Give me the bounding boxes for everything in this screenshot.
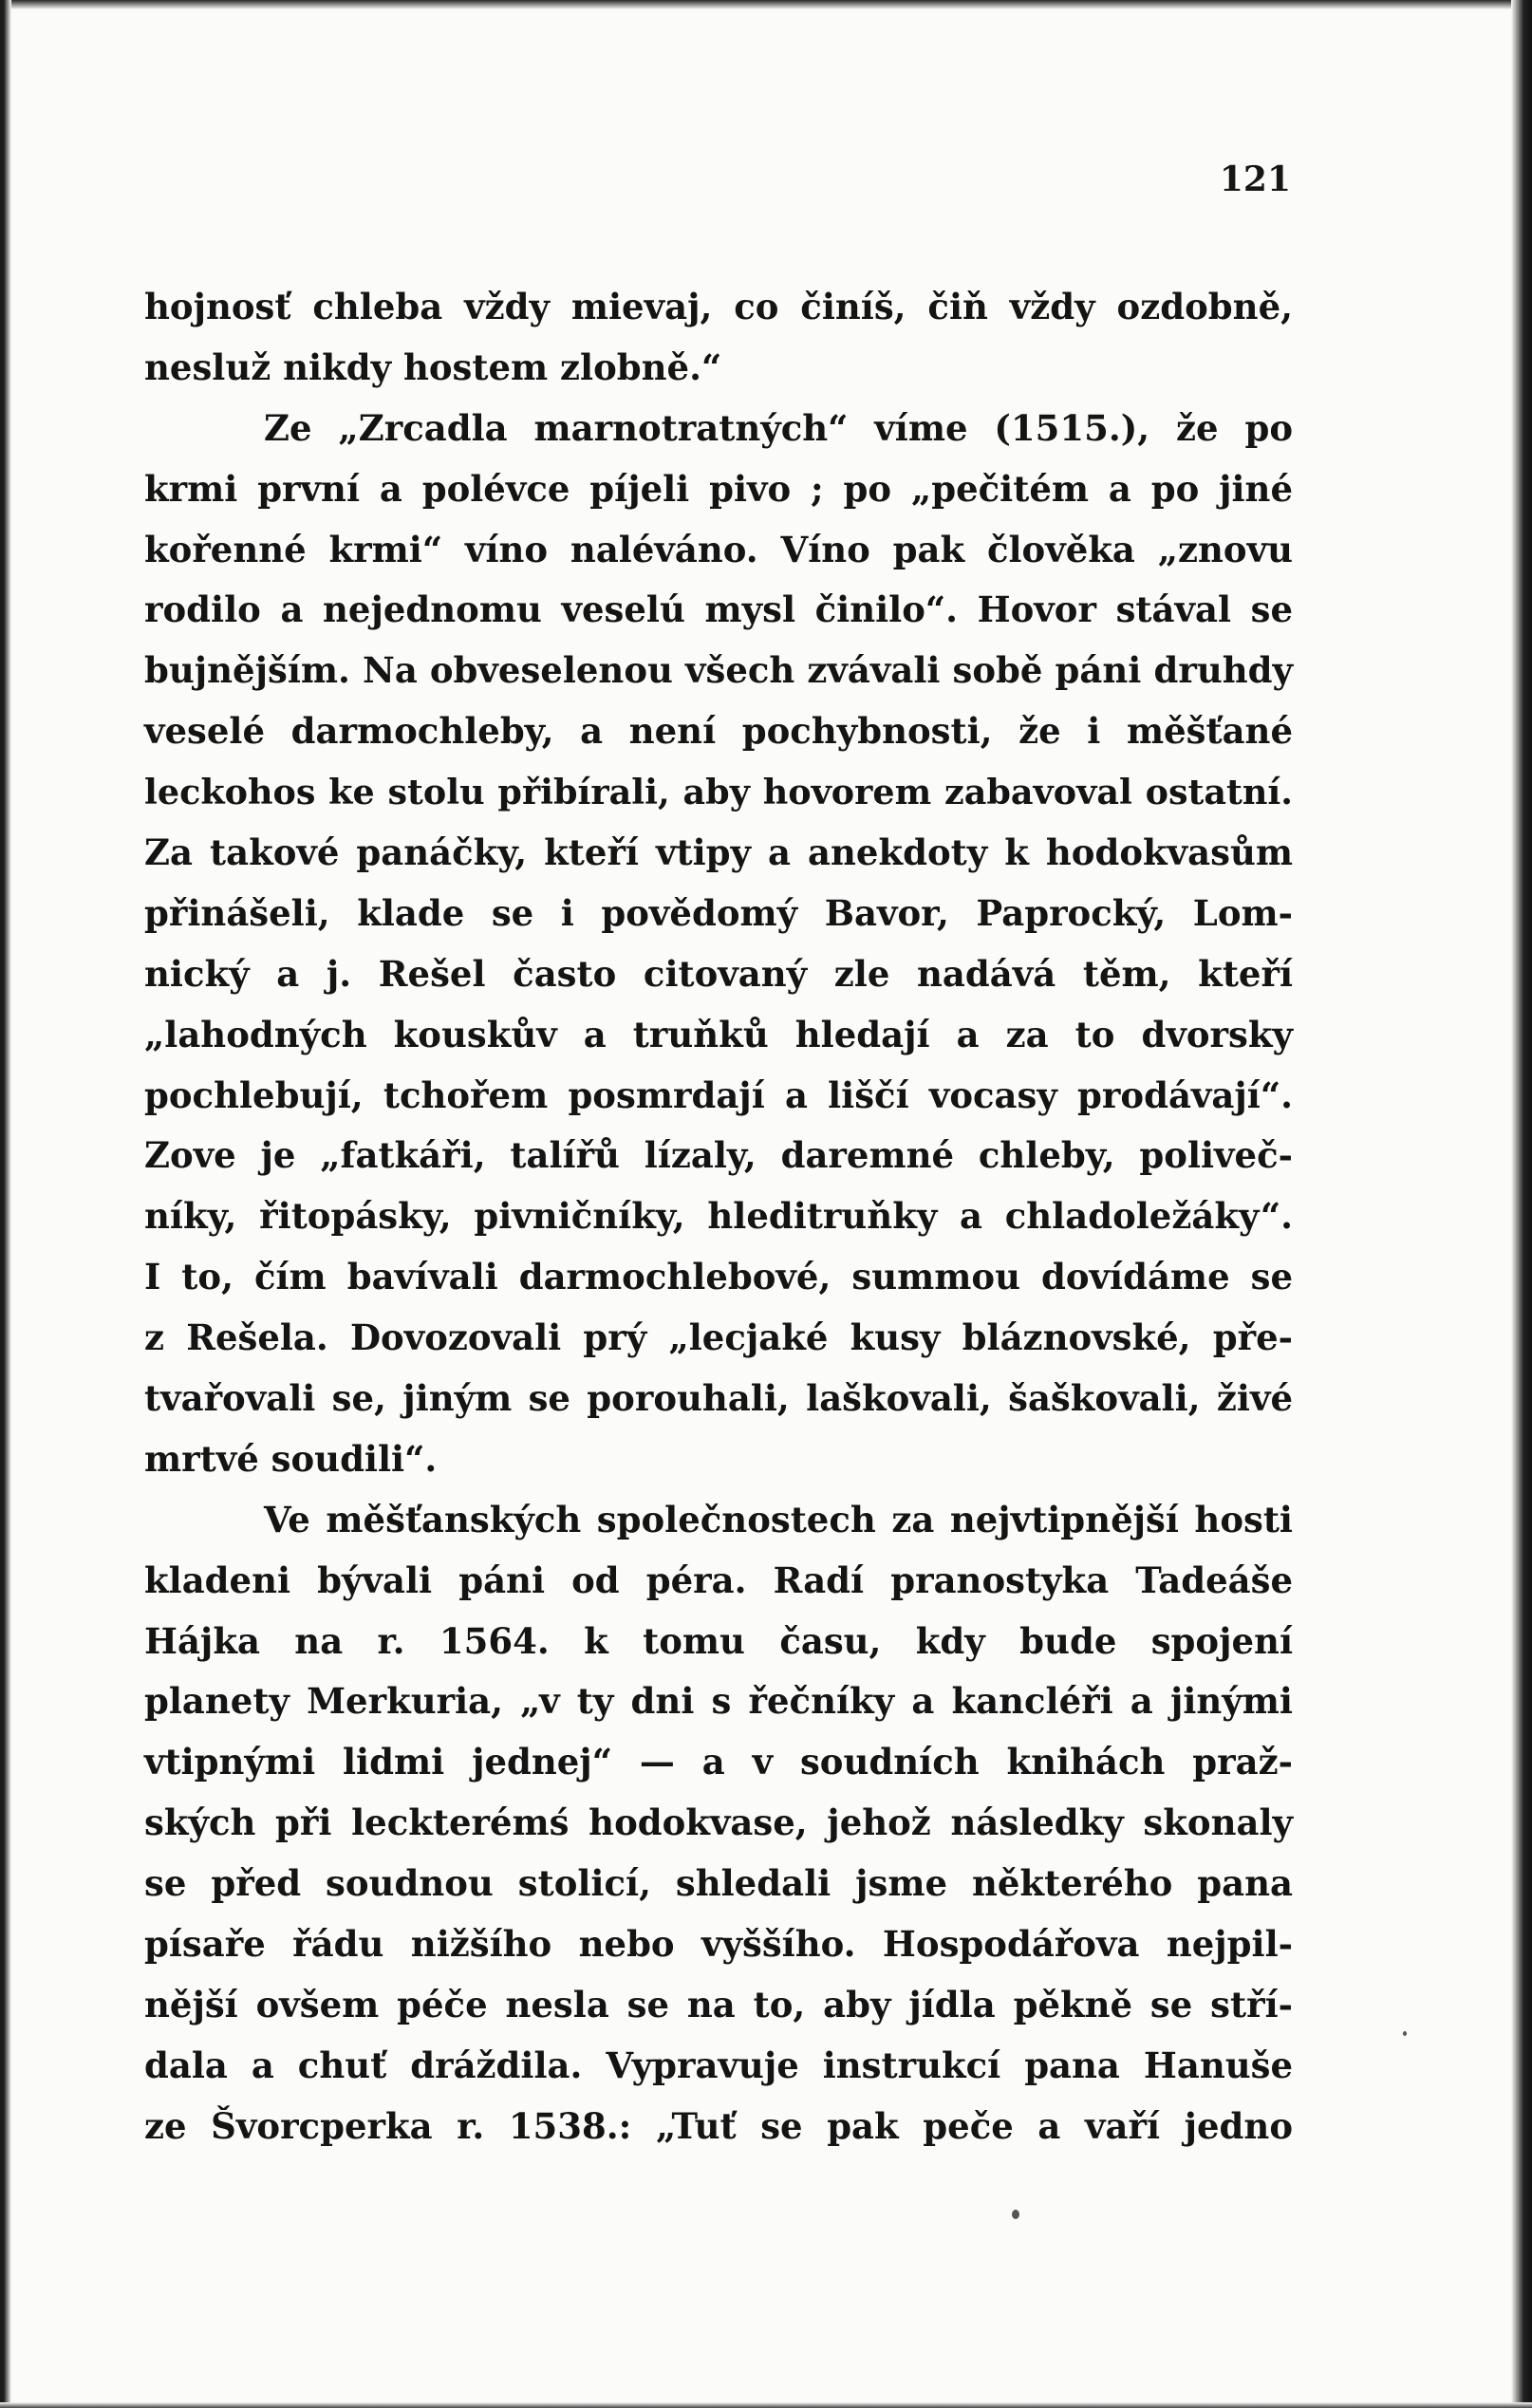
text-line: z Rešela. Dovozovali prý „lecjaké kusy bláznovské, pře- — [144, 1316, 1293, 1359]
text-line: mrtvé soudili“. — [144, 1437, 438, 1480]
text-line: bujnějším. Na obveselenou všech zvávali sobě páni druhdy — [144, 649, 1293, 692]
text-line: leckohos ke stolu přibírali, aby hovorem zabavoval ostatní. — [144, 772, 1293, 813]
text-line: tvařovali se, jiným se porouhali, laškovali, šaškovali, živé — [144, 1377, 1293, 1420]
text-line: přinášeli, klade se i povědomý Bavor, Paprocký, Lom- — [144, 891, 1293, 934]
text-line: hojnosť chleba vždy mievaj, co činíš, čiň vždy ozdobně, — [144, 286, 1293, 327]
text-line: nesluž nikdy hostem zlobně.“ — [144, 345, 722, 388]
text-line: dala a chuť dráždila. Vypravuje instrukcí pana Hanuše — [144, 2044, 1293, 2086]
scan-edge-left — [0, 0, 11, 2408]
text-line: níky, řitopásky, pivničníky, hleditruňky a chladoležáky“. — [144, 1195, 1293, 1238]
scan-edge-top — [0, 0, 1532, 9]
text-line: vtipnými lidmi jednej“ — a v soudních knihách praž- — [144, 1741, 1293, 1783]
text-line: písaře řádu nižšího nebo vyššího. Hospodářova nejpil- — [144, 1923, 1293, 1966]
scan-speck — [1403, 2031, 1407, 2036]
text-line: krmi první a polévce píjeli pivo ; po „pečitém a po jiné — [144, 467, 1293, 510]
text-line: nický a j. Rešel často citovaný zle nadává těm, kteří — [144, 952, 1293, 995]
text-line: pochlebují, tchořem posmrdají a liščí vocasy prodávají“. — [144, 1073, 1293, 1116]
text-line: I to, čím bavívali darmochlebové, summou dovídáme se — [144, 1256, 1293, 1298]
page-number: 121 — [1219, 159, 1291, 199]
text-line: Za takové panáčky, kteří vtipy a anekdoty k hodokvasům — [144, 831, 1293, 874]
text-line: kořenné krmi“ víno naléváno. Víno pak člověka „znovu — [144, 528, 1293, 570]
text-line: rodilo a nejednomu veselú mysl činilo“. Hovor stával se — [144, 588, 1293, 631]
text-line: Zove je „fatkáři, talířů lízaly, daremné chleby, poliveč- — [144, 1134, 1293, 1177]
scan-speck — [1012, 2210, 1019, 2219]
text-line: Hájka na r. 1564. k tomu času, kdy bude spojení — [144, 1619, 1293, 1662]
scan-edge-right — [1511, 0, 1532, 2408]
text-line: „lahodných kouskův a truňků hledají a za to dvorsky — [144, 1013, 1293, 1055]
text-line: planety Merkuria, „v ty dni s řečníky a kancléři a jinými — [144, 1680, 1293, 1723]
text-line: kladeni bývali páni od péra. Radí pranostyka Tadeáše — [144, 1559, 1293, 1601]
text-line: Ve měšťanských společnostech za nejvtipnější hosti — [264, 1498, 1293, 1540]
text-line: veselé darmochleby, a není pochybnosti, že i měšťané — [144, 710, 1293, 753]
text-line: nější ovšem péče nesla se na to, aby jídla pěkně se stří- — [144, 1983, 1293, 2025]
text-line: Ze „Zrcadla marnotratných“ víme (1515.), že po — [264, 406, 1293, 449]
scan-edge-bottom — [0, 2402, 1532, 2408]
body-text — [144, 277, 1293, 2157]
text-line: ze Švorcperka r. 1538.: „Tuť se pak peče a vaří jedno — [144, 2104, 1293, 2147]
text-line: ských při leckterémś hodokvase, jehož následky skonaly — [144, 1801, 1293, 1844]
text-line: se před soudnou stolicí, shledali jsme některého pana — [144, 1862, 1293, 1905]
